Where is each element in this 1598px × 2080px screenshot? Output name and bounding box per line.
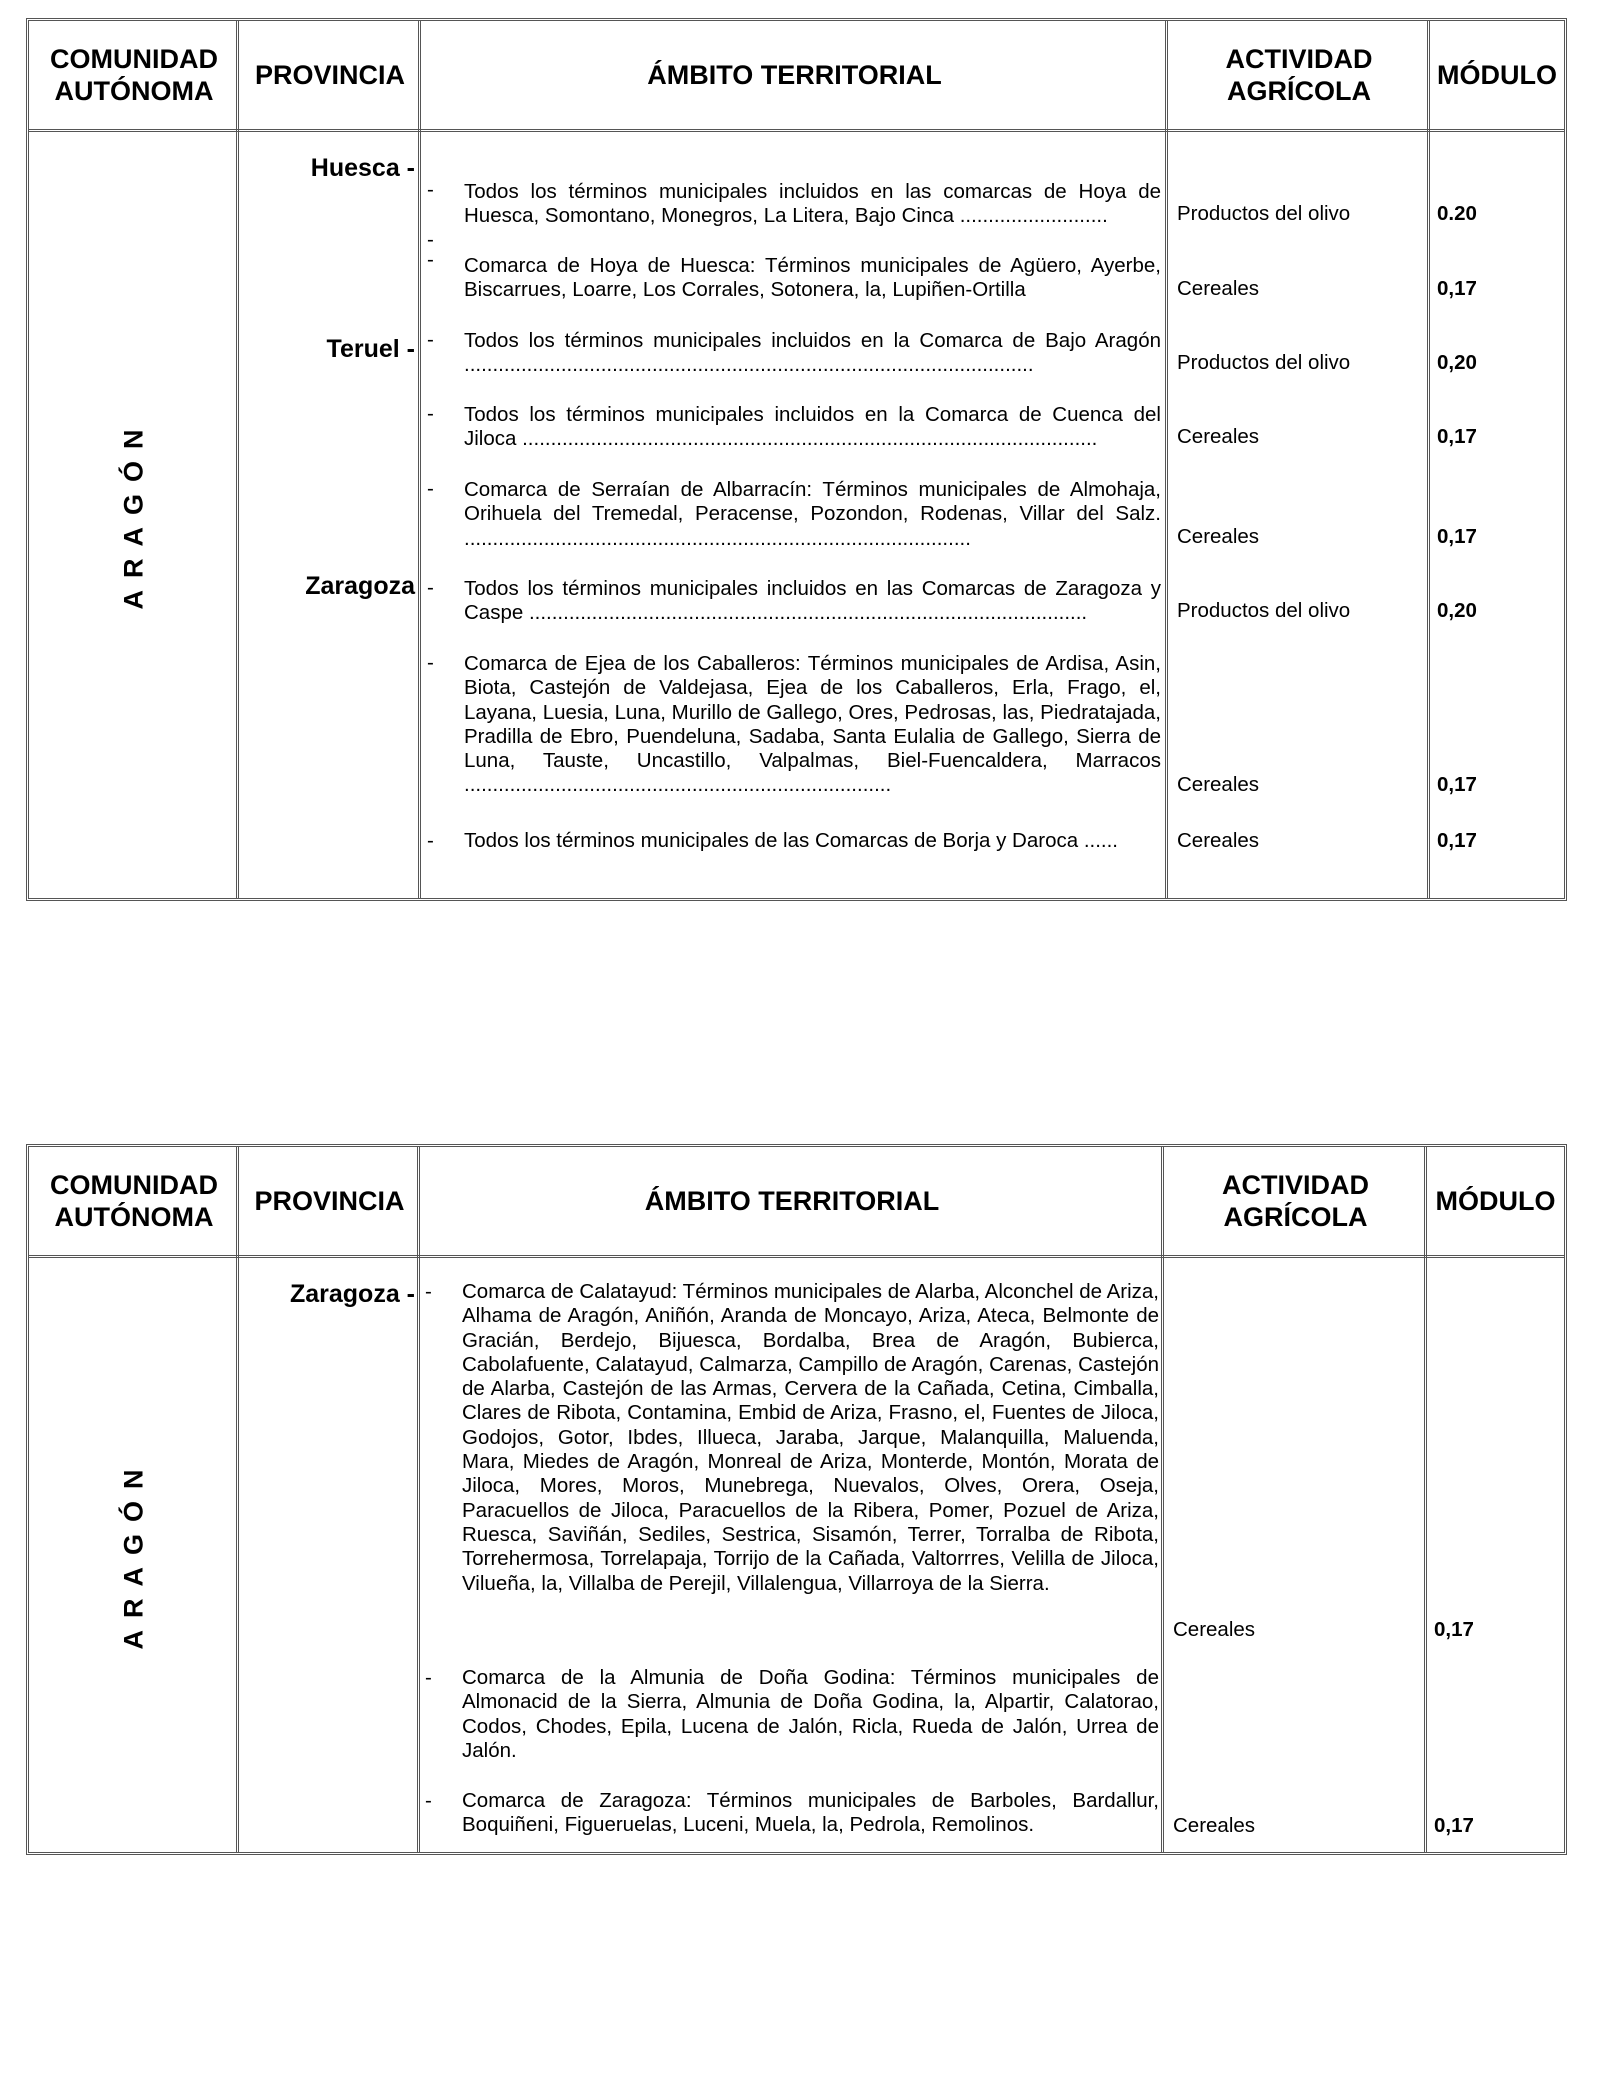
actividad-value: Cereales [1177, 425, 1260, 448]
provincia-teruel: Teruel - [326, 335, 415, 363]
actividad-value: Productos del olivo [1177, 599, 1351, 622]
modulo-value: 0,17 [1437, 525, 1477, 548]
modulo-value: 0,20 [1437, 599, 1477, 622]
ambito-text: Comarca de Ejea de los Caballeros: Términos municipales de Ardisa, Asin, Biota, Castejón de Valdejasa, Ejea de los Caballeros, Erla, Frago, el, Layana, Luesia, Luna, Murillo de Gallego, Ores, Pedrosas, las, Piedratajada, Pradilla de Ebro, Puendeluna, Sadaba, Santa Eulalia de Gallego, Sierra de Luna, Tauste, Uncastillo, Valpalmas, Biel-Fuencaldera, Marracos ........................................................................... [464, 652, 1161, 797]
provincia-column [239, 1147, 415, 1852]
header-comunidad: COMUNIDAD AUTÓNOMA [50, 44, 218, 106]
list-dash: - [427, 328, 434, 351]
actividad-value: Cereales [1173, 1814, 1256, 1837]
table-1 [26, 18, 1567, 901]
list-dash: - [427, 829, 434, 852]
provincia-zaragoza: Zaragoza [305, 572, 415, 600]
modulo-value: 0,17 [1437, 425, 1477, 448]
ambito-text: Comarca de Hoya de Huesca: Términos municipales de Agüero, Ayerbe, Biscarrues, Loarre, Los Corrales, Sotonera, la, Lupiñen-Ortilla [464, 254, 1161, 302]
provincia-zaragoza: Zaragoza - [289, 1280, 415, 1308]
list-dash: - [427, 402, 434, 425]
provincia-column [239, 21, 415, 898]
actividad-value: Productos del olivo [1177, 202, 1351, 225]
list-dash: - [427, 651, 434, 674]
header-modulo: MÓDULO [1437, 60, 1557, 90]
header-provincia: PROVINCIA [254, 1186, 405, 1216]
comunidad-cell [29, 129, 239, 898]
header-ambito: ÁMBITO TERRITORIAL [647, 60, 942, 90]
actividad-value: Cereales [1173, 1618, 1256, 1641]
list-dash: - [427, 228, 434, 251]
list-dash: - [425, 1666, 432, 1689]
modulo-value: 0,17 [1437, 829, 1477, 852]
actividad-value: Cereales [1177, 829, 1260, 852]
modulo-value: 0,20 [1437, 351, 1477, 374]
modulo-value: 0,17 [1437, 773, 1477, 796]
list-dash: - [427, 576, 434, 599]
ambito-text: Todos los términos municipales incluidos en la Comarca de Bajo Aragón .................................................................................................... [464, 329, 1161, 377]
ambito-text: Comarca de Calatayud: Términos municipales de Alarba, Alconchel de Ariza, Alhama de Aragón, Aniñón, Aranda de Moncayo, Ariza, Ateca, Belmonte de Gracián, Berdejo, Bijuesca, Bordalba, Brea de Aragón, Bubierca, Cabolafuente, Calatayud, Calmarza, Campillo de Aragón, Carenas, Castejón de Alarba, Castejón de las Armas, Cervera de la Cañada, Cetina, Cimballa, Clares de Ribota, Contamina, Embid de Ariza, Frasno, el, Fuentes de Jiloca, Godojos, Gotor, Ibdes, Illueca, Jaraba, Jarque, Malanquilla, Maluenda, Mara, Miedes de Aragón, Monreal de Ariza, Monterde, Montón, Morata de Jiloca, Mores, Moros, Munebrega, Nuevalos, Olves, Orera, Oseja, Paracuellos de Jiloca, Paracuellos de la Ribera, Pomer, Pozuel de Ariza, Ruesca, Saviñán, Sediles, Sestrica, Sisamón, Terrer, Torralba de Ribota, Torrehermosa, Torrelapaja, Torrijo de la Cañada, Valtorrres, Velilla de Jiloca, Vilueña, la, Villalba de Perejil, Villalengua, Villarroya de la Sierra. [462, 1280, 1159, 1595]
provincia-huesca: Huesca - [310, 154, 415, 182]
ambito-text: Comarca de Zaragoza: Términos municipales de Barboles, Bardallur, Boquiñeni, Figueruelas, Luceni, Muela, la, Pedrola, Remolinos. [462, 1789, 1159, 1837]
actividad-value: Cereales [1177, 773, 1260, 796]
header-ambito: ÁMBITO TERRITORIAL [644, 1186, 940, 1216]
list-dash: - [427, 178, 434, 201]
header-provincia: PROVINCIA [254, 60, 406, 90]
ambito-text: Todos los términos municipales incluidos en las comarcas de Hoya de Huesca, Somontano, Monegros, La Litera, Bajo Cinca .......................... [464, 180, 1161, 228]
modulo-value: 0,17 [1434, 1814, 1474, 1837]
table-2 [26, 1144, 1567, 1855]
header-modulo: MÓDULO [1435, 1186, 1556, 1216]
header-actividad: ACTIVIDAD AGRÍCOLA [1222, 1170, 1369, 1232]
actividad-value: Cereales [1177, 525, 1260, 548]
ambito-text: Todos los términos municipales incluidos en las Comarcas de Zaragoza y Caspe .................................................................................................. [464, 577, 1161, 625]
list-dash: - [427, 477, 434, 500]
list-dash: - [427, 248, 434, 271]
ambito-text: Todos los términos municipales de las Comarcas de Borja y Daroca ...... [464, 829, 1118, 852]
column-divider [1168, 21, 1430, 898]
comunidad-cell [29, 1255, 239, 1852]
ambito-text: Todos los términos municipales incluidos en la Comarca de Cuenca del Jiloca ..................................................................................................... [464, 403, 1161, 451]
header-comunidad: COMUNIDAD AUTÓNOMA [50, 1170, 218, 1232]
list-dash: - [425, 1789, 432, 1812]
modulo-value: 0,17 [1437, 277, 1477, 300]
ambito-text: Comarca de la Almunia de Doña Godina: Términos municipales de Almonacid de la Sierra, Almunia de Doña Godina, la, Alpartir, Calatorao, Codos, Chodes, Epila, Lucena de Jalón, Ricla, Rueda de Jalón, Urrea de Jalón. [462, 1666, 1159, 1762]
comunidad-name: ARAGÓN [118, 417, 149, 610]
actividad-value: Productos del olivo [1177, 351, 1351, 374]
modulo-value: 0,17 [1434, 1618, 1474, 1641]
comunidad-name: ARAGÓN [118, 1457, 149, 1650]
actividad-value: Cereales [1177, 277, 1260, 300]
modulo-value: 0.20 [1437, 202, 1477, 225]
list-dash: - [425, 1280, 432, 1303]
ambito-text: Comarca de Serraían de Albarracín: Términos municipales de Almohaja, Orihuela del Tremedal, Peracense, Pozondon, Rodenas, Villar del Salz. ......................................................................................... [464, 478, 1161, 550]
header-actividad: ACTIVIDAD AGRÍCOLA [1225, 44, 1373, 106]
